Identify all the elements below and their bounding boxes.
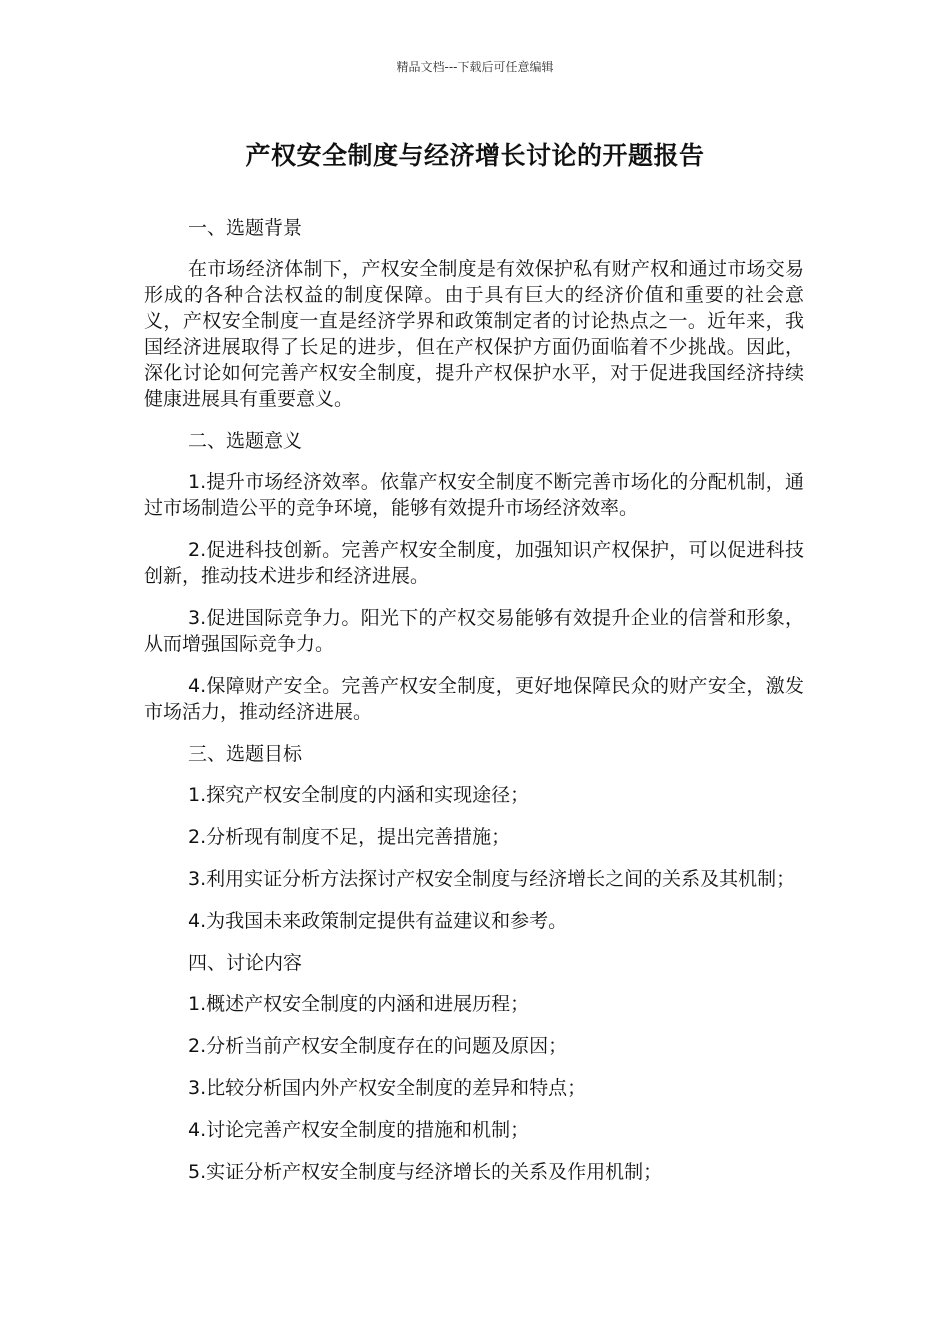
significance-item: 4.保障财产安全。完善产权安全制度，更好地保障民众的财产安全，激发市场活力，推动经济进展。 [144,675,804,723]
significance-item: 2.促进科技创新。完善产权安全制度，加强知识产权保护，可以促进科技创新，推动技术进步和经济进展。 [144,539,804,587]
content-item: 5.实证分析产权安全制度与经济增长的关系及作用机制； [188,1161,663,1183]
objective-item: 1.探究产权安全制度的内涵和实现途径； [188,784,530,806]
significance-item: 3.促进国际竞争力。阳光下的产权交易能够有效提升企业的信誉和形象，从而增强国际竞争力。 [144,607,804,655]
content-item: 3.比较分析国内外产权安全制度的差异和特点； [188,1077,587,1099]
objective-item: 3.利用实证分析方法探讨产权安全制度与经济增长之间的关系及其机制； [188,868,796,890]
content-item: 4.讨论完善产权安全制度的措施和机制； [188,1119,530,1141]
content-item: 1.概述产权安全制度的内涵和进展历程； [188,993,530,1015]
section-heading-background: 一、选题背景 [188,217,303,239]
content-item: 2.分析当前产权安全制度存在的问题及原因； [188,1035,568,1057]
objective-item: 2.分析现有制度不足，提出完善措施； [188,826,511,848]
section-heading-content: 四、讨论内容 [188,952,303,974]
header-watermark: 精品文档---下载后可任意编辑 [396,60,554,74]
section-heading-significance: 二、选题意义 [188,430,303,452]
significance-item: 1.提升市场经济效率。依靠产权安全制度不断完善市场化的分配机制，通过市场制造公平的竞争环境，能够有效提升市场经济效率。 [144,471,804,519]
background-paragraph: 在市场经济体制下，产权安全制度是有效保护私有财产权和通过市场交易形成的各种合法权益的制度保障。由于具有巨大的经济价值和重要的社会意义，产权安全制度一直是经济学界和政策制定者的讨论热点之一。近年来，我国经济进展取得了长足的进步，但在产权保护方面仍面临着不少挑战。因此，深化讨论如何完善产权安全制度，提升产权保护水平，对于促进我国经济持续健康进展具有重要意义。 [144,258,804,410]
objective-item: 4.为我国未来政策制定提供有益建议和参考。 [188,910,568,932]
document-title: 产权安全制度与经济增长讨论的开题报告 [245,141,705,170]
section-heading-objectives: 三、选题目标 [188,743,303,765]
document-body [144,215,804,1201]
